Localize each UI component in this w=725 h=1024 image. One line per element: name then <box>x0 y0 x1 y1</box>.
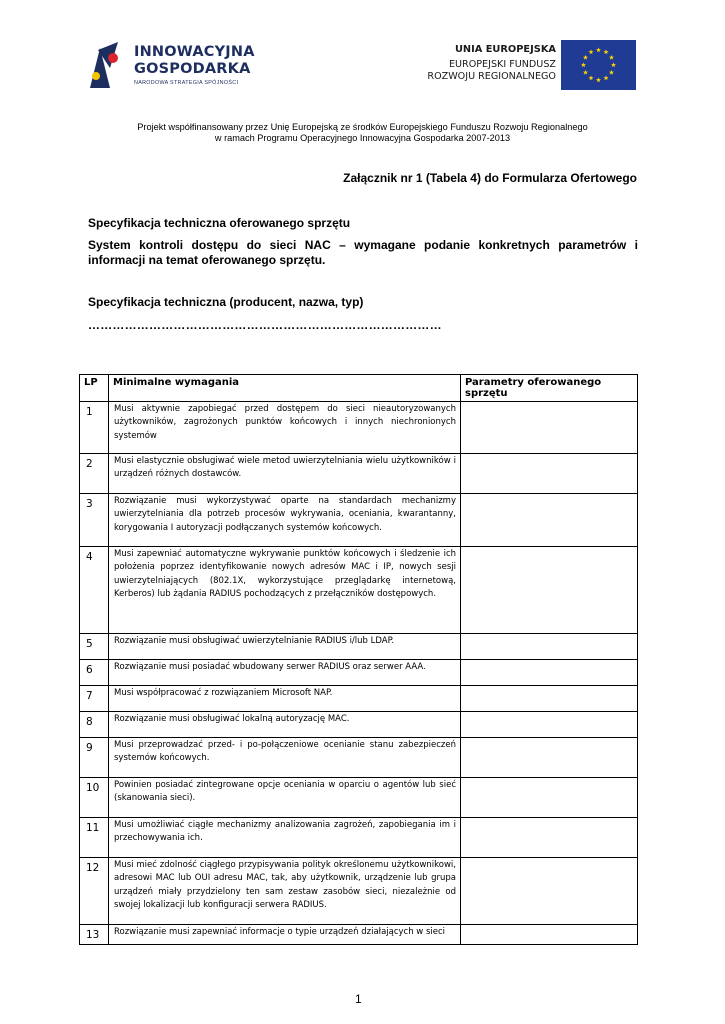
row-requirement: Powinien posiadać zintegrowane opcje oceniania w oparciu o agentów lub sieć (skanowania sieci). <box>109 778 461 818</box>
logo-left-line1: INNOWACYJNA <box>134 44 255 60</box>
row-requirement: Rozwiązanie musi obsługiwać uwierzytelnianie RADIUS i/lub LDAP. <box>109 634 461 660</box>
annex-title: Załącznik nr 1 (Tabela 4) do Formularza Ofertowego <box>343 171 637 185</box>
row-requirement: Rozwiązanie musi zapewniać informacje o typie urządzeń działających w sieci <box>109 925 461 945</box>
system-title-line1: System kontroli dostępu do sieci NAC – wymagane podanie konkretnych parametrów i <box>88 238 638 252</box>
innowacyjna-gospodarka-logo <box>88 38 258 94</box>
table-row <box>80 686 638 712</box>
logo-left-line2: GOSPODARKA <box>134 61 251 77</box>
row-lp: 4 <box>80 547 109 634</box>
table-row <box>80 547 638 634</box>
row-requirement: Musi mieć zdolność ciągłego przypisywania polityk określonemu użytkownikowi, adresowi MAC lub OUI adresu MAC, tak, aby użytkownik, urządzenie lub grupa urządzeń miały przydzielony ten sam zestaw zasobów sieci, niezależnie od swojej lokalizacji lub konfiguracji serwera RADIUS. <box>109 858 461 925</box>
table-row <box>80 454 638 494</box>
table-row <box>80 402 638 454</box>
row-requirement: Rozwiązanie musi wykorzystywać oparte na standardach mechanizmy uwierzytelniania dla potrzeb procesów wykrywania, oceniania, kwarantanny, korygowania I autoryzacji podłączanych systemów końcowych. <box>109 494 461 547</box>
row-lp: 7 <box>80 686 109 712</box>
table-row <box>80 494 638 547</box>
row-lp: 8 <box>80 712 109 738</box>
spec-producer-fill-line: …………………………………………………………………………… <box>88 318 442 332</box>
table-header-row <box>80 375 638 402</box>
row-requirement: Musi zapewniać automatyczne wykrywanie punktów końcowych i śledzenie ich położenia poprzez identyfikowanie nowych adresów MAC i IP, nowych sesji uwierzytelniających (802.1X, wykorzystujące przeglądarkę internetową, Kerberos) lub żądania RADIUS pochodzących z przełączników dostępowych. <box>109 547 461 634</box>
spec-title: Specyfikacja techniczna oferowanego sprzętu <box>88 216 351 230</box>
row-lp: 13 <box>80 925 109 945</box>
row-requirement: Musi umożliwiać ciągłe mechanizmy analizowania zagrożeń, zapobiegania im i przechowywania ich. <box>109 818 461 858</box>
table-row <box>80 660 638 686</box>
row-requirement: Rozwiązanie musi obsługiwać lokalną autoryzację MAC. <box>109 712 461 738</box>
row-parameters-input[interactable] <box>461 454 638 494</box>
row-requirement: Musi elastycznie obsługiwać wiele metod uwierzytelniania wielu użytkowników i urządzeń różnych dostawców. <box>109 454 461 494</box>
row-requirement: Musi współpracować z rozwiązaniem Microsoft NAP. <box>109 686 461 712</box>
table-row <box>80 738 638 778</box>
logo-right-line2: EUROPEJSKI FUNDUSZ <box>448 59 556 70</box>
page-number: 1 <box>355 992 362 1006</box>
row-lp: 9 <box>80 738 109 778</box>
row-lp: 3 <box>80 494 109 547</box>
eu-flag-icon <box>561 40 636 90</box>
row-parameters-input[interactable] <box>461 858 638 925</box>
project-funding-line2: w ramach Programu Operacyjnego Innowacyjna Gospodarka 2007-2013 <box>214 133 511 143</box>
table-row <box>80 634 638 660</box>
row-parameters-input[interactable] <box>461 818 638 858</box>
row-parameters-input[interactable] <box>461 634 638 660</box>
header-parameters: Parametry oferowanego sprzętu <box>461 375 638 402</box>
row-parameters-input[interactable] <box>461 660 638 686</box>
row-parameters-input[interactable] <box>461 712 638 738</box>
row-parameters-input[interactable] <box>461 738 638 778</box>
row-lp: 10 <box>80 778 109 818</box>
row-parameters-input[interactable] <box>461 402 638 454</box>
row-parameters-input[interactable] <box>461 494 638 547</box>
row-parameters-input[interactable] <box>461 925 638 945</box>
row-lp: 6 <box>80 660 109 686</box>
header-requirements: Minimalne wymagania <box>109 375 461 402</box>
logo-left-subline: NARODOWA STRATEGIA SPÓJNOŚCI <box>134 80 239 86</box>
row-lp: 1 <box>80 402 109 454</box>
logo-right-line3: ROZWOJU REGIONALNEGO <box>427 71 556 82</box>
header-lp: LP <box>80 375 109 402</box>
table-row <box>80 925 638 945</box>
row-requirement: Musi przeprowadzać przed- i po-połączeniowe ocenianie stanu zabezpieczeń systemów końcowych. <box>109 738 461 778</box>
row-lp: 2 <box>80 454 109 494</box>
unia-europejska-logo <box>420 40 636 92</box>
row-lp: 5 <box>80 634 109 660</box>
table-row <box>80 712 638 738</box>
project-funding-line1: Projekt współfinansowany przez Unię Europejską ze środków Europejskiego Funduszu Rozwoju Regionalnego <box>137 122 588 132</box>
system-title-line2: informacji na temat oferowanego sprzętu. <box>88 253 326 267</box>
row-requirement: Rozwiązanie musi posiadać wbudowany serwer RADIUS oraz serwer AAA. <box>109 660 461 686</box>
row-parameters-input[interactable] <box>461 547 638 634</box>
table-row <box>80 858 638 925</box>
table-row <box>80 818 638 858</box>
spec-producer-label: Specyfikacja techniczna (producent, nazwa, typ) <box>88 295 364 309</box>
row-parameters-input[interactable] <box>461 686 638 712</box>
logo-right-line1: UNIA EUROPEJSKA <box>454 44 556 55</box>
table-row <box>80 778 638 818</box>
row-lp: 11 <box>80 818 109 858</box>
row-parameters-input[interactable] <box>461 778 638 818</box>
innowacyjna-gospodarka-emblem-icon <box>88 38 128 90</box>
row-lp: 12 <box>80 858 109 925</box>
row-requirement: Musi aktywnie zapobiegać przed dostępem do sieci nieautoryzowanych użytkowników, zagrożonych punktów końcowych i innych niechronionych systemów <box>109 402 461 454</box>
requirements-table <box>79 374 638 945</box>
